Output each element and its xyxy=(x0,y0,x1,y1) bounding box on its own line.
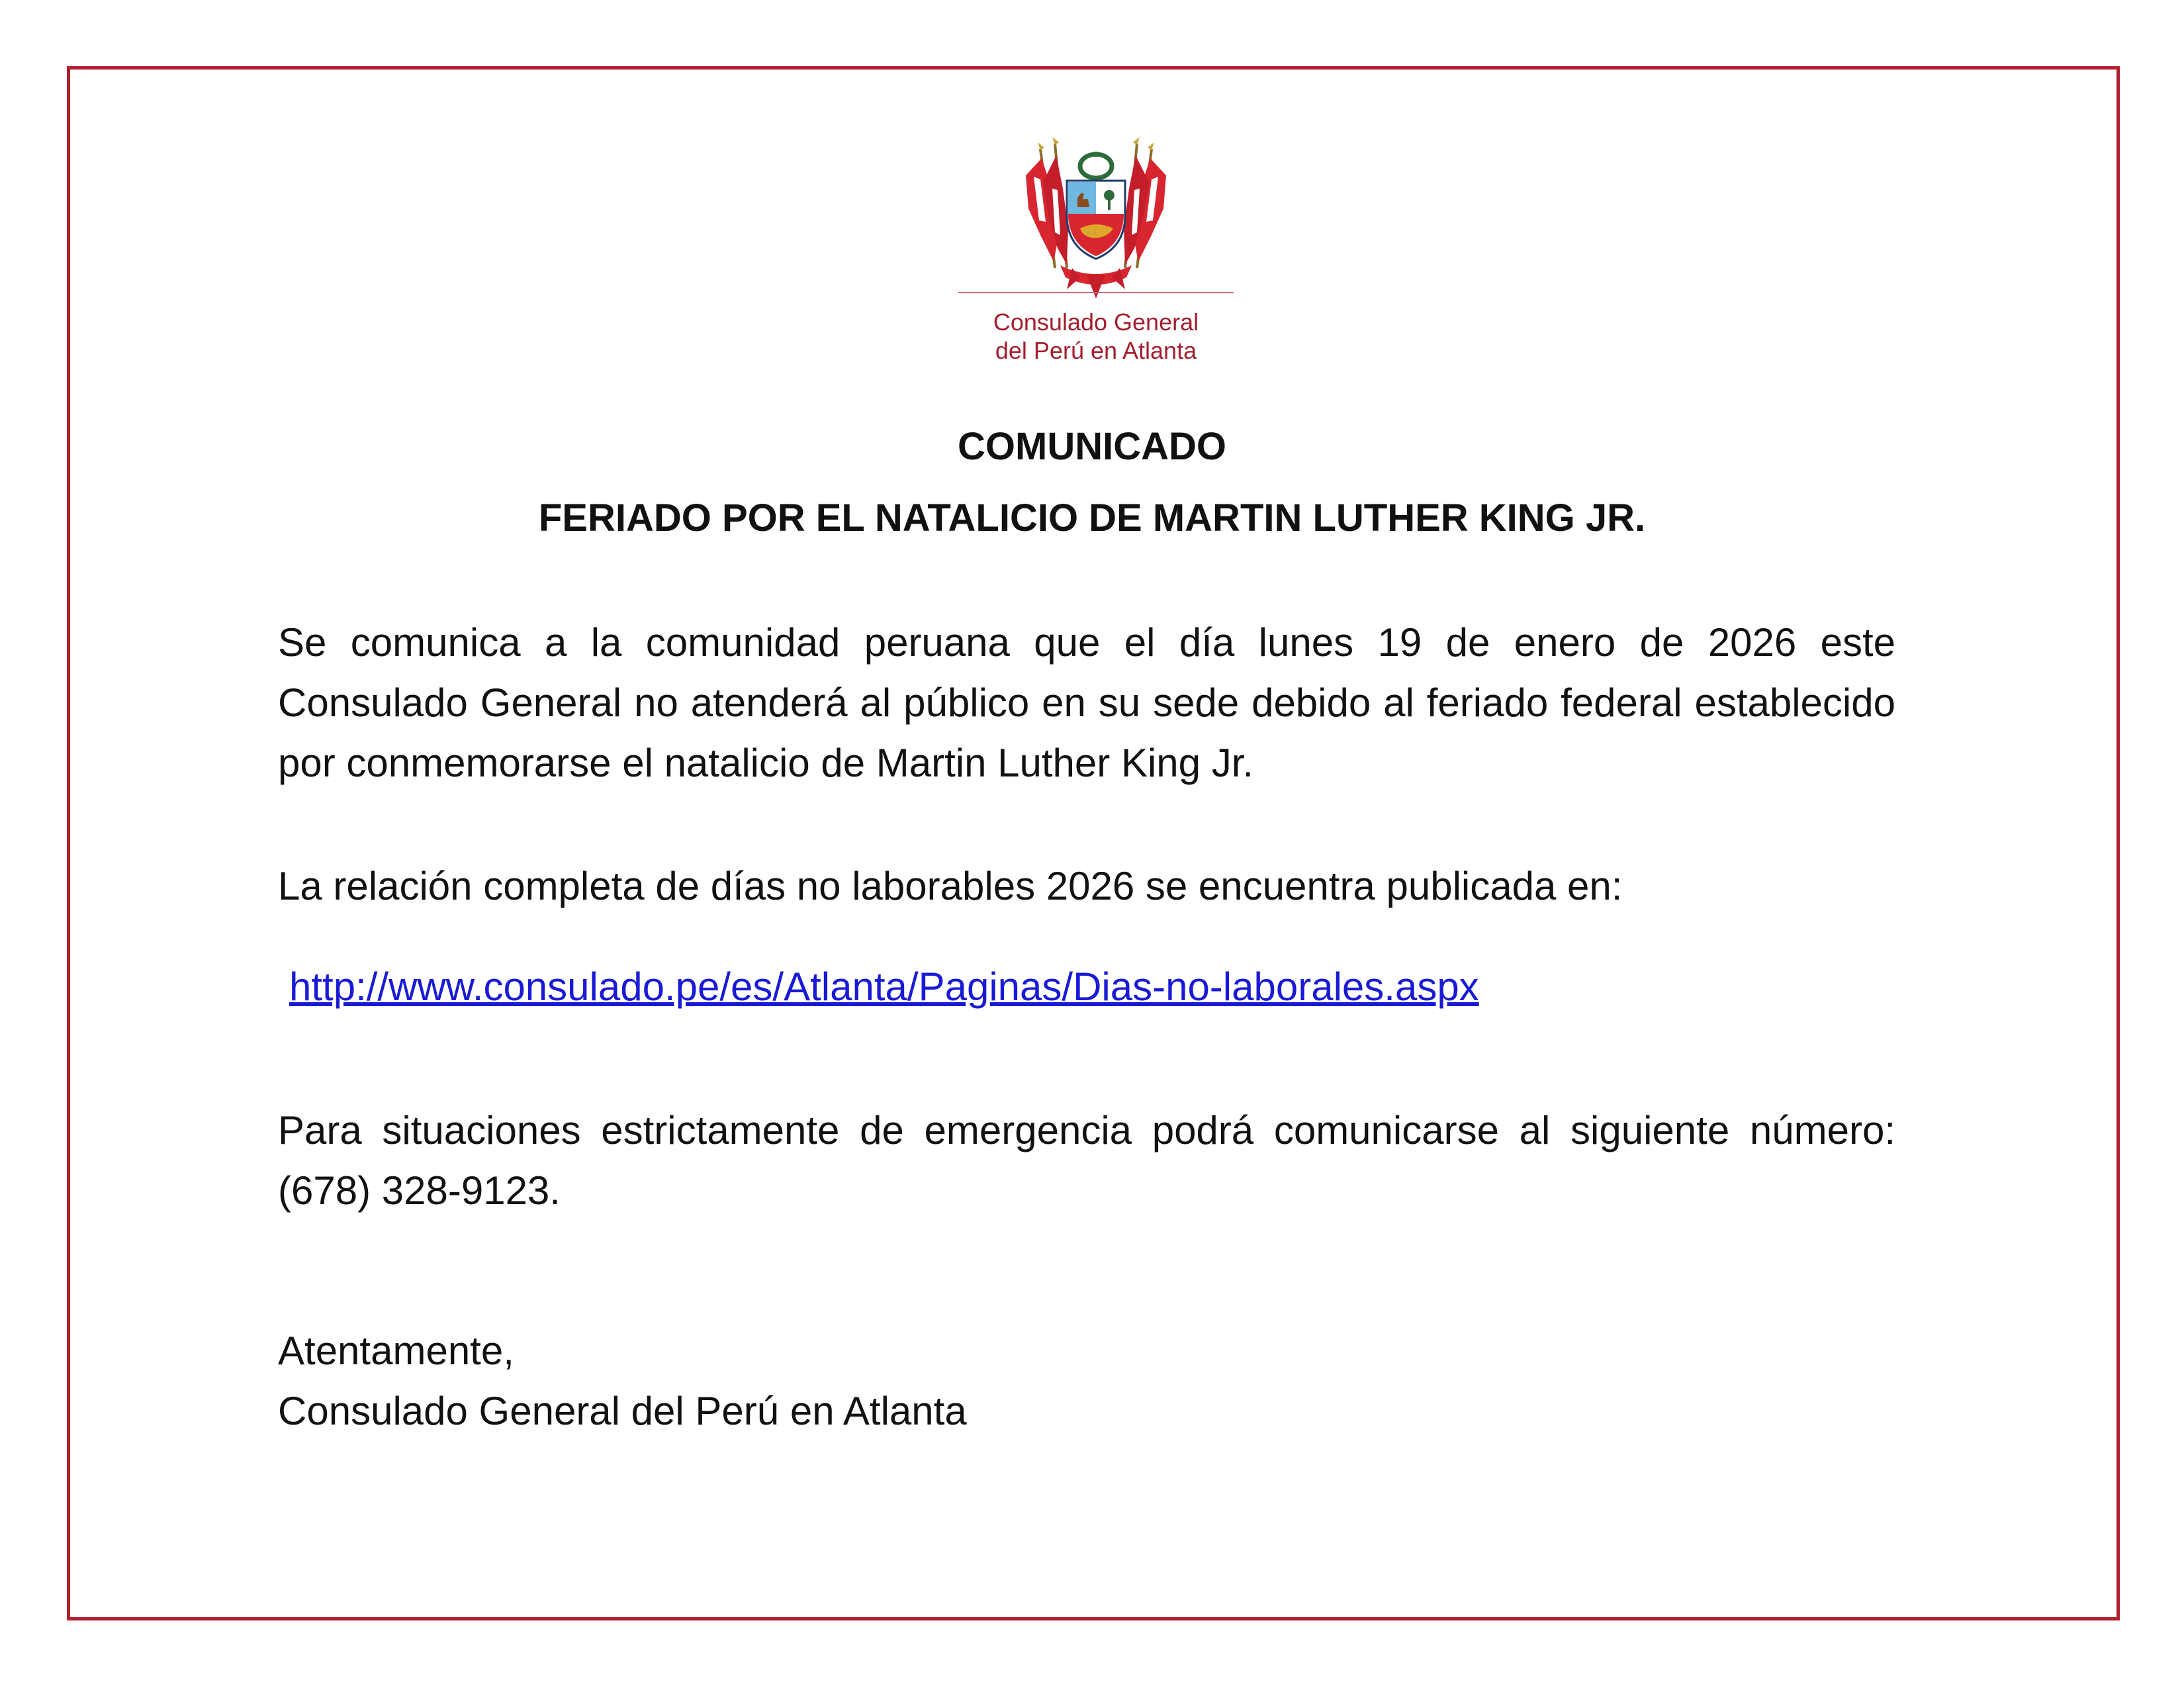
announcement-paragraph: Se comunica a la comunidad peruana que el día lunes 19 de enero de 2026 este Consulado General no atenderá al público en su sede debido al feriado federal establecido por conmemorarse el natalicio de Martin Luther King Jr. xyxy=(278,620,1895,785)
org-name-line-2: del Perú en Atlanta xyxy=(995,337,1197,364)
org-name-line-1: Consulado General xyxy=(993,308,1199,336)
holidays-list-link[interactable]: http://www.consulado.pe/es/Atlanta/Paginas/Dias-no-laborales.aspx xyxy=(289,964,1479,1009)
emergency-contact-paragraph: Para situaciones estrictamente de emergencia podrá comunicarse al siguiente número: (678) 328-9123. xyxy=(278,1108,1895,1213)
letterhead-divider xyxy=(958,292,1234,293)
letterhead xyxy=(958,136,1234,374)
document-subtitle: FERIADO POR EL NATALICIO DE MARTIN LUTHER KING JR. xyxy=(538,496,1646,539)
closing-signature: Consulado General del Perú en Atlanta xyxy=(278,1389,967,1433)
holidays-list-paragraph: La relación completa de días no laborables 2026 se encuentra publicada en: xyxy=(278,864,1623,908)
document-title: COMUNICADO xyxy=(958,425,1226,468)
closing-salutation: Atentamente, xyxy=(278,1329,514,1373)
peru-coat-of-arms-icon xyxy=(1014,136,1178,301)
